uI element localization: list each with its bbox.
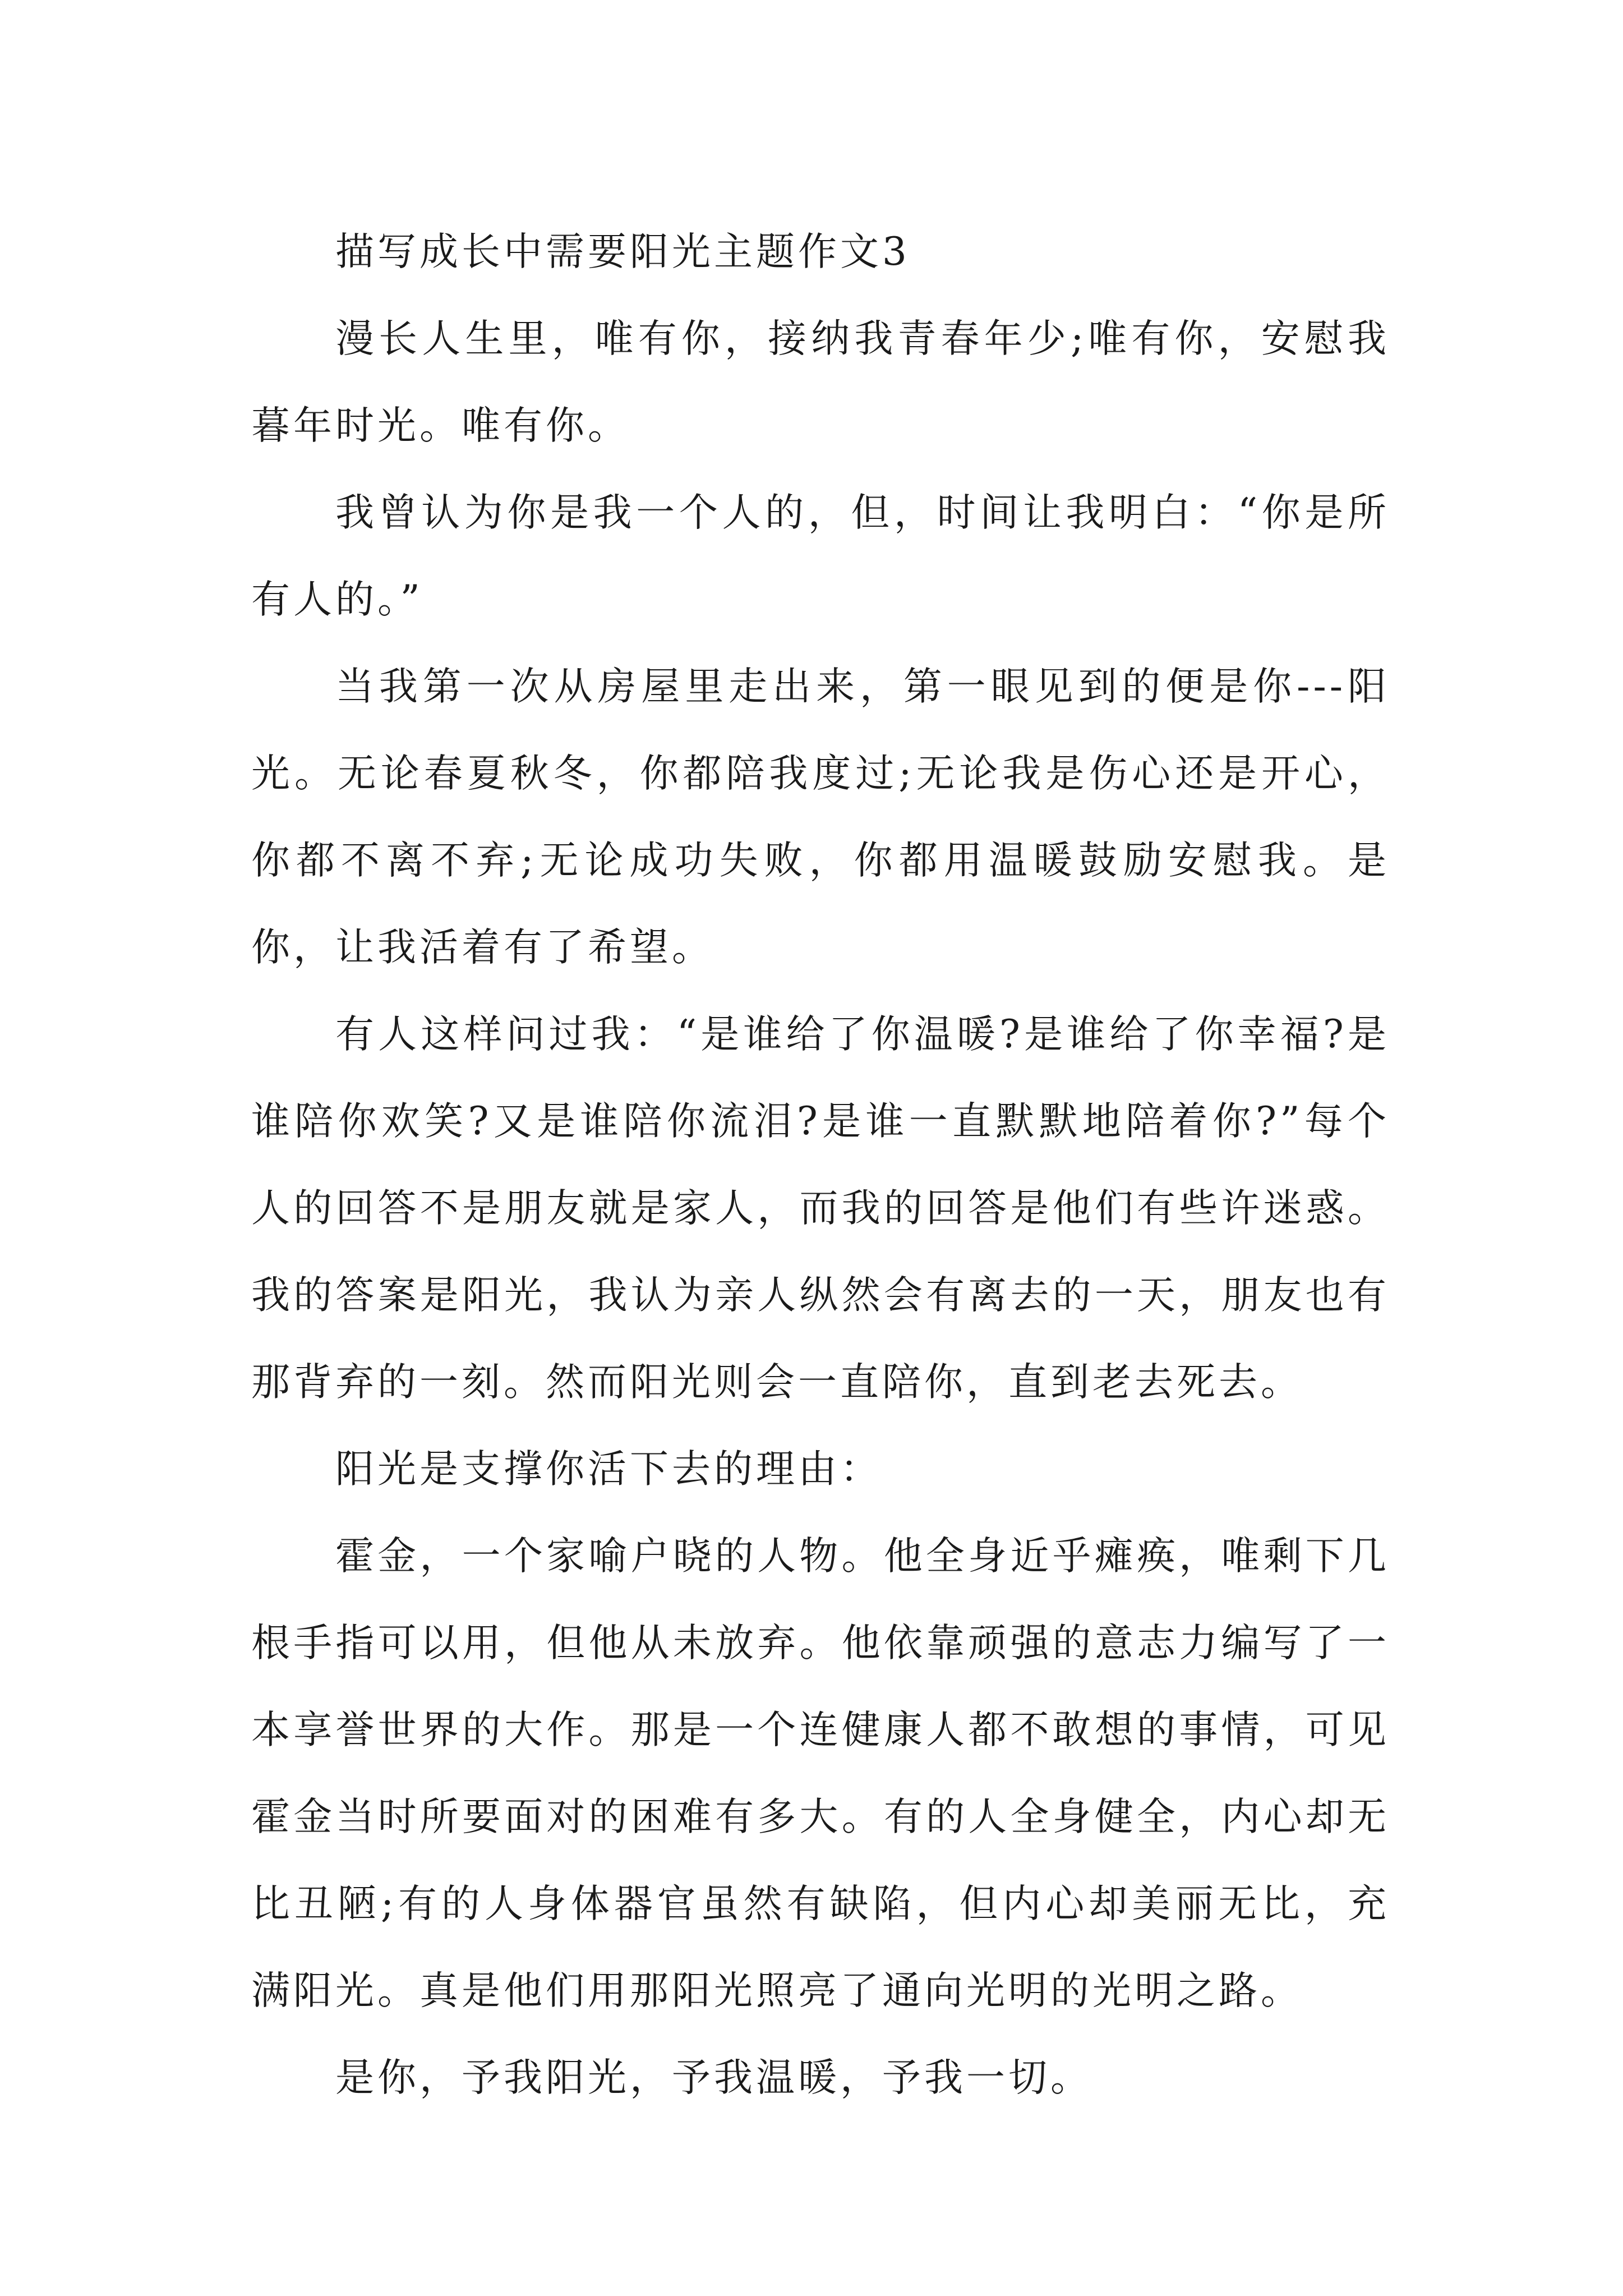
essay-title: 描写成长中需要阳光主题作文3	[335, 229, 910, 274]
paragraph-4: 有人这样问过我：“是谁给了你温暖?是谁给了你幸福?是谁陪你欢笑?又是谁陪你流泪?是谁一直默默地陪着你?”每个人的回答不是朋友就是家人，而我的回答是他们有些许迷惑。我的答案是阳光，我认为亲人纵然会有离去的一天，朋友也有那背弃的一刻。然而阳光则会一直陪你，直到老去死去。	[251, 1012, 1390, 1405]
paragraph-6: 霍金，一个家喻户晓的人物。他全身近乎瘫痪，唯剩下几根手指可以用，但他从未放弃。他依靠顽强的意志力编写了一本享誉世界的大作。那是一个连健康人都不敢想的事情，可见霍金当时所要面对的困难有多大。有的人全身健全，内心却无比丑陋;有的人身体器官虽然有缺陷，但内心却美丽无比，充满阳光。真是他们用那阳光照亮了通向光明的光明之路。	[251, 1534, 1390, 2013]
essay-body	[251, 209, 1390, 2122]
paragraph-3: 当我第一次从房屋里走出来，第一眼见到的便是你---阳光。无论春夏秋冬，你都陪我度过;无论我是伤心还是开心，你都不离不弃;无论成功失败，你都用温暖鼓励安慰我。是你，让我活着有了希望。	[251, 664, 1390, 970]
paragraph-5: 阳光是支撑你活下去的理由：	[335, 1447, 882, 1492]
paragraph-7: 是你，予我阳光，予我温暖，予我一切。	[335, 2055, 1092, 2100]
paragraph-2: 我曾认为你是我一个人的，但，时间让我明白：“你是所有人的。”	[251, 490, 1390, 622]
paragraph-1: 漫长人生里，唯有你，接纳我青春年少;唯有你，安慰我暮年时光。唯有你。	[251, 316, 1390, 448]
